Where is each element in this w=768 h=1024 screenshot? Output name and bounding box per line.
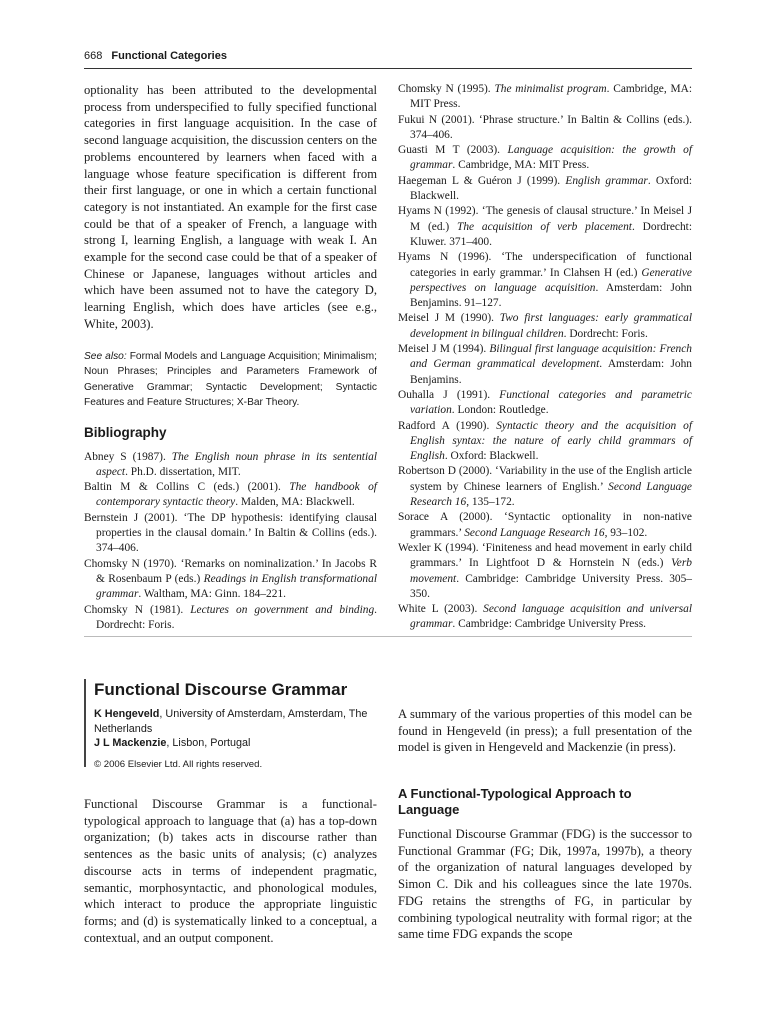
section-divider	[84, 636, 692, 637]
see-also-label: See also:	[84, 350, 127, 362]
reference-list-right	[398, 82, 692, 633]
reference-entry: Meisel J M (1990). Two first languages: early grammatical development in bilingual children. Dordrecht: Foris.	[398, 312, 692, 340]
author-1	[94, 707, 377, 736]
author-2-affiliation: , Lisbon, Portugal	[166, 737, 251, 749]
reference-entry: Chomsky N (1970). ‘Remarks on nominalization.’ In Jacobs R & Rosenbaum P (eds.) Readings in English transformational grammar. Waltham, MA: Ginn. 184–221.	[84, 557, 377, 601]
left-column	[84, 82, 377, 633]
reference-entry: Haegeman L & Guéron J (1999). English grammar. Oxford: Blackwell.	[398, 174, 692, 203]
see-also	[84, 349, 377, 411]
header-rule	[84, 68, 692, 69]
reference-entry: Meisel J M (1994). Bilingual first language acquisition: French and German grammatical development. Amsterdam: John Benjamins.	[398, 343, 692, 386]
article-abstract: Functional Discourse Grammar is a functional-typological approach to language that (a) has a top-down organization; (b) takes acts in discourse rather than sentences as the basic units of analysis; (c) analyzes discourse acts in terms of independent pragmatic, semantic, morphosyntactic, and phonological modules, which interact to produce the appropriate linguistic forms; and (d) is systematically linked to a conceptual, a contextual, and an output component.	[84, 797, 377, 945]
reference-entry: Guasti M T (2003). Language acquisition: the growth of grammar. Cambridge, MA: MIT Press.	[398, 144, 692, 172]
reference-list-left	[84, 450, 377, 634]
reference-entry: Ouhalla J (1991). Functional categories and parametric variation. London: Routledge.	[398, 388, 692, 417]
reference-entry: Fukui N (2001). ‘Phrase structure.’ In Baltin & Collins (eds.). 374–406.	[398, 113, 692, 141]
bibliography-heading: Bibliography	[84, 424, 167, 440]
reference-entry: Abney S (1987). The English noun phrase in its sentential aspect. Ph.D. dissertation, MIT.	[84, 450, 377, 478]
reference-entry: Hyams N (1996). ‘The underspecification of functional categories in early grammar.’ In Clahsen H (ed.) Generative perspectives on language acquisition. Amsterdam: John Benjamins. 91–127.	[398, 251, 692, 310]
right-column	[398, 82, 692, 633]
page-number: 668	[84, 50, 103, 62]
reference-entry: Hyams N (1992). ‘The genesis of clausal structure.’ In Meisel J M (ed.) The acquisition of verb placement. Dordrecht: Kluwer. 371–400.	[398, 205, 692, 248]
article-header	[84, 679, 377, 770]
reference-entry: Chomsky N (1995). The minimalist program. Cambridge, MA: MIT Press.	[398, 83, 692, 111]
running-header	[84, 50, 227, 62]
article-marker-bar	[84, 679, 86, 767]
reference-entry: Chomsky N (1981). Lectures on government and binding. Dordrecht: Foris.	[84, 603, 378, 631]
author-2	[94, 736, 377, 751]
author-1-name: K Hengeveld	[94, 708, 160, 720]
section-body: Functional Discourse Grammar (FDG) is the successor to Functional Grammar (FG; Dik, 1997a, 1997b), a theory of the organization of natural languages developed by Simon C. Dik and his colleagues since the late 1970s. FDG retains the strengths of FG, in particular by combining typological neutrality with formal rigor; at the same time FDG expands the scope	[398, 827, 692, 942]
article-summary: A summary of the various properties of this model can be found in Hengeveld (in press); a full presentation of the model is given in Hengeveld and Mackenzie (in press).	[398, 707, 692, 755]
intro-paragraph: optionality has been attributed to the developmental process from underspecified to fully specified functional categories in first language acquisition. In the case of second language acquisition, the discussion centers on the problems encountered by learners when faced with a language whose feature specification is different from their first language, or one in which a certain functional category is not instantiated. An example for the first case could be that of a speaker of French, a language with strong I, learning English, a language with weak I. An example for the second case could be that of a speaker of Chinese or Japanese, languages without articles and which have been assumed not to have the category D, learning English, which does have articles (see e.g., White, 2003).	[84, 83, 377, 331]
see-also-text: Formal Models and Language Acquisition; Minimalism; Noun Phrases; Principles and Parameters Framework of Generative Grammar; Syntactic Development; Syntactic Features and Feature Structures; X-Bar Theory.	[84, 350, 377, 409]
article-title: Functional Discourse Grammar	[94, 680, 348, 699]
reference-entry: Wexler K (1994). ‘Finiteness and head movement in early child grammars.’ In Lightfoot D & Hornstein N (eds.) Verb movement. Cambridge: Cambridge University Press. 305–350.	[398, 541, 692, 600]
reference-entry: Radford A (1990). Syntactic theory and the acquisition of English syntax: the nature of early child grammars of English. Oxford: Blackwell.	[398, 419, 692, 463]
author-2-name: J L Mackenzie	[94, 737, 167, 749]
author-1-affiliation: , University of Amsterdam, Amsterdam, The Netherlands	[94, 708, 368, 735]
copyright-notice: © 2006 Elsevier Ltd. All rights reserved.	[94, 758, 263, 770]
reference-entry: Robertson D (2000). ‘Variability in the use of the English article system by Chinese learners of English.’ Second Language Research 16, 135–172.	[398, 465, 692, 509]
reference-entry: Sorace A (2000). ‘Syntactic optionality in non-native grammars.’ Second Language Research 16, 93–102.	[398, 511, 692, 539]
reference-entry: White L (2003). Second language acquisition and universal grammar. Cambridge: Cambridge University Press.	[398, 603, 693, 631]
running-title: Functional Categories	[111, 50, 227, 62]
reference-entry: Bernstein J (2001). ‘The DP hypothesis: identifying clausal properties in the clausal domain.’ In Baltin & Collins (eds.). 374–406.	[84, 511, 377, 555]
section-heading: A Functional-Typological Approach to Language	[398, 786, 632, 817]
reference-entry: Baltin M & Collins C (eds.) (2001). The handbook of contemporary syntactic theory. Malden, MA: Blackwell.	[84, 481, 377, 509]
